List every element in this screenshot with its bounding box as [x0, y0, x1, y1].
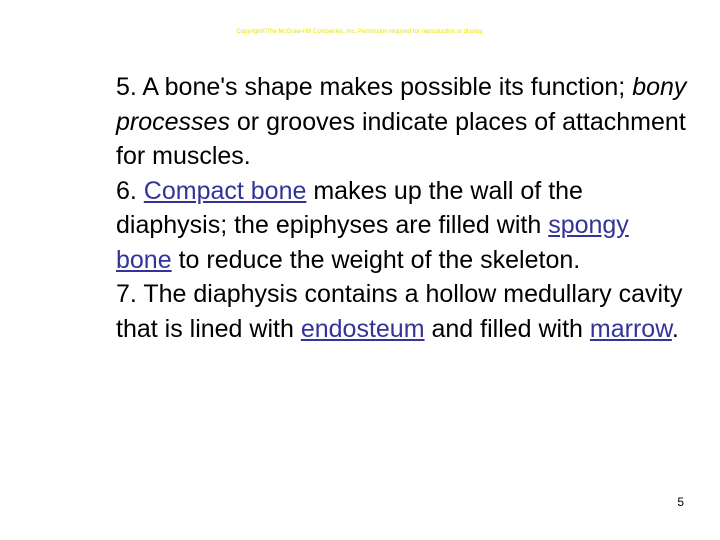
paragraph-5 — [116, 70, 691, 174]
paragraph-7-lead: 7. The diaphysis contains a hollow medullary cavity that is lined with — [116, 280, 683, 343]
paragraph-7 — [116, 277, 691, 346]
page-number: 5 — [677, 495, 684, 509]
copyright-notice: Copyright©The McGraw-Hill Companies, Inc. Permission required for reproduction or display. — [236, 29, 484, 35]
paragraph-6-mid: makes up the wall of the diaphysis; the epiphyses are filled with — [116, 176, 583, 239]
paragraph-6-tail: to reduce the weight of the skeleton. — [171, 245, 581, 274]
paragraph-7-tail: . — [671, 314, 679, 343]
endosteum-link[interactable]: endosteum — [300, 314, 425, 343]
slide-body — [116, 70, 691, 346]
paragraph-6 — [116, 174, 691, 278]
paragraph-5-lead: 5. A bone's shape makes possible its function; — [116, 73, 633, 101]
compact-bone-link[interactable]: Compact bone — [143, 176, 307, 205]
paragraph-7-mid: and filled with — [424, 314, 590, 343]
bony-processes-term: bony processes — [116, 73, 687, 136]
paragraph-5-tail: or grooves indicate places of attachment for muscles. — [116, 107, 686, 170]
marrow-link[interactable]: marrow — [589, 314, 672, 343]
spongy-bone-link[interactable]: spongy bone — [116, 211, 629, 274]
paragraph-6-lead: 6. — [116, 176, 144, 205]
